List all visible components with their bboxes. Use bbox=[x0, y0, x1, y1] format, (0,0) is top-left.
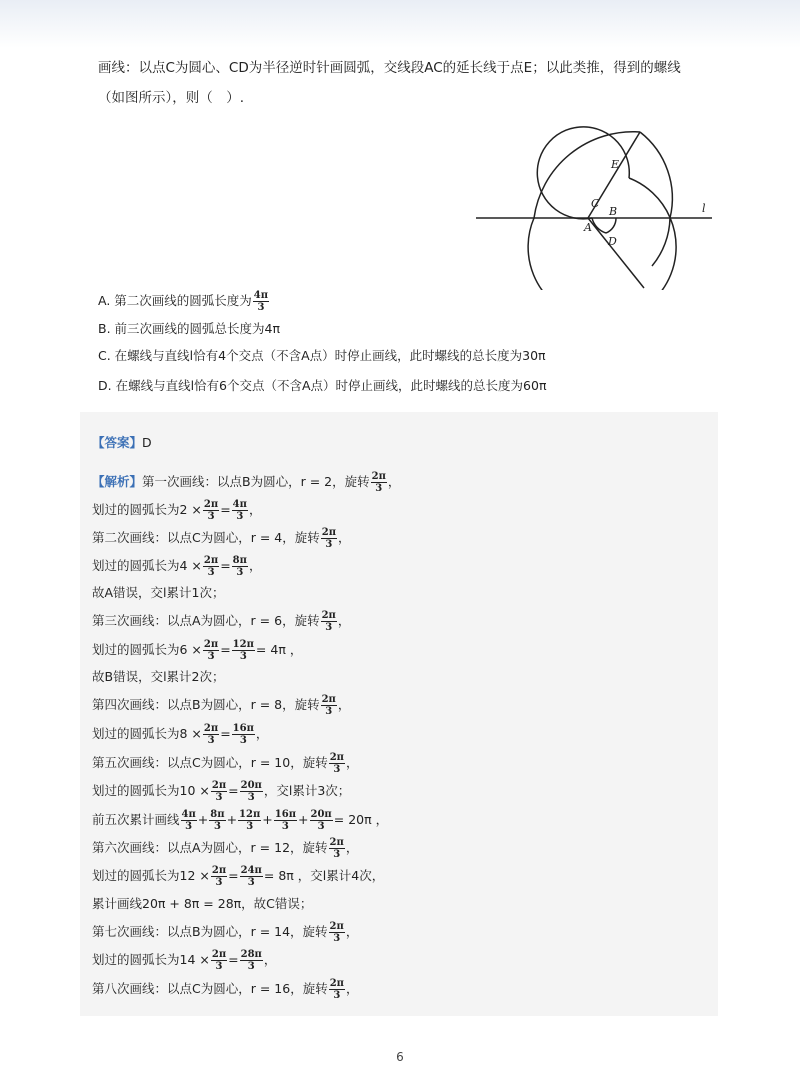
fraction bbox=[203, 499, 219, 522]
fraction-numerator: 2π bbox=[203, 498, 219, 510]
fraction bbox=[232, 723, 255, 746]
label-E: E bbox=[611, 158, 620, 171]
fraction-numerator: 2π bbox=[211, 864, 227, 876]
fraction-numerator: 2π bbox=[211, 948, 227, 960]
fraction-denominator: 3 bbox=[257, 302, 265, 313]
fraction-numerator: 2π bbox=[321, 693, 336, 705]
question-line-1: 画线：以点C为圆心、CD为半径逆时针画圆弧，交线段AC的延长线于点E；以此类推，得到的螺线 bbox=[98, 60, 681, 76]
fraction bbox=[232, 639, 255, 662]
fraction-numerator: 8π bbox=[210, 808, 225, 820]
fraction-numerator: 2π bbox=[211, 779, 227, 791]
line-end: ， bbox=[345, 924, 359, 939]
option-a bbox=[98, 290, 270, 313]
equals-sign: = bbox=[228, 868, 239, 883]
analysis-line-7 bbox=[92, 637, 302, 663]
line-end: = 20π ， bbox=[333, 812, 389, 827]
label-D: D bbox=[608, 235, 617, 248]
fraction-denominator: 3 bbox=[281, 820, 289, 832]
fraction-denominator: 3 bbox=[207, 650, 215, 662]
plus-sign: + bbox=[197, 812, 209, 827]
equals-sign: = bbox=[220, 642, 231, 657]
plus-sign: + bbox=[262, 812, 273, 827]
fraction-numerator: 16π bbox=[274, 808, 297, 820]
fraction-numerator: 2π bbox=[321, 526, 337, 538]
fraction bbox=[181, 809, 197, 832]
line-end: ， bbox=[345, 840, 359, 855]
fraction-denominator: 3 bbox=[317, 820, 325, 832]
fraction bbox=[232, 555, 248, 578]
line-text: 第五次画线：以点C为圆心，r = 10，旋转 bbox=[92, 755, 328, 770]
analysis-line-17 bbox=[92, 919, 358, 945]
fraction-numerator: 24π bbox=[240, 864, 262, 876]
analysis-line-11 bbox=[92, 750, 359, 776]
fraction bbox=[274, 809, 297, 832]
answer-value: D bbox=[142, 435, 152, 450]
equals-sign: = bbox=[220, 502, 231, 517]
line-text: 第四次画线：以点B为圆心，r = 8，旋转 bbox=[92, 697, 320, 712]
fraction-numerator: 2π bbox=[203, 722, 219, 734]
line-text: 划过的圆弧长为6 × bbox=[92, 642, 202, 657]
fraction-denominator: 3 bbox=[239, 650, 247, 662]
line-end: = 8π ，交l累计4次， bbox=[263, 868, 385, 883]
fraction bbox=[321, 694, 337, 717]
fraction-denominator: 3 bbox=[247, 960, 255, 972]
fraction bbox=[203, 555, 219, 578]
line-end: ， bbox=[248, 502, 262, 517]
analysis-line-6 bbox=[92, 608, 350, 634]
fraction-numerator: 2π bbox=[203, 554, 219, 566]
analysis-line-12 bbox=[92, 778, 350, 804]
fraction-denominator: 3 bbox=[333, 932, 341, 944]
fraction-denominator: 3 bbox=[325, 538, 333, 550]
analysis-line-3 bbox=[92, 525, 351, 551]
fraction-numerator: 12π bbox=[232, 638, 254, 650]
fraction-denominator: 3 bbox=[215, 876, 223, 888]
fraction-denominator: 3 bbox=[207, 734, 215, 746]
line-end: ，交l累计3次； bbox=[263, 783, 351, 798]
page-number: 6 bbox=[396, 1050, 404, 1064]
analysis-line-16: 累计画线20π + 8π = 28π，故C错误； bbox=[92, 896, 313, 911]
fraction-denominator: 3 bbox=[213, 820, 221, 832]
analysis-line-13 bbox=[92, 807, 388, 833]
fraction bbox=[321, 610, 337, 633]
fraction bbox=[203, 639, 219, 662]
line-text: 第二次画线：以点C为圆心，r = 4，旋转 bbox=[92, 530, 320, 545]
fraction-denominator: 3 bbox=[236, 510, 244, 522]
fraction bbox=[203, 723, 219, 746]
option-a-text: A. 第二次画线的圆弧长度为 bbox=[98, 293, 252, 308]
line-end: ， bbox=[255, 726, 269, 741]
line-end: ， bbox=[263, 952, 277, 967]
fraction bbox=[329, 978, 345, 1001]
fraction-numerator: 8π bbox=[232, 554, 247, 566]
fraction-numerator: 2π bbox=[329, 751, 344, 763]
fraction-denominator: 3 bbox=[215, 960, 223, 972]
fraction-denominator: 3 bbox=[333, 989, 341, 1001]
fraction-numerator: 2π bbox=[321, 609, 336, 621]
fraction-numerator: 2π bbox=[329, 977, 344, 989]
label-B: B bbox=[609, 205, 618, 218]
fraction-denominator: 3 bbox=[239, 734, 247, 746]
fraction-denominator: 3 bbox=[333, 848, 341, 860]
fraction-numerator: 4π bbox=[181, 808, 196, 820]
fraction-numerator: 2π bbox=[329, 920, 344, 932]
fraction bbox=[329, 837, 345, 860]
analysis-line-15 bbox=[92, 863, 384, 889]
spiral-figure bbox=[0, 0, 800, 290]
line-text: 第六次画线：以点A为圆心，r = 12，旋转 bbox=[92, 840, 328, 855]
analysis-line-19 bbox=[92, 976, 359, 1002]
analysis-line-18 bbox=[92, 947, 276, 973]
equals-sign: = bbox=[220, 726, 231, 741]
line-end: ， bbox=[337, 697, 351, 712]
fraction bbox=[329, 752, 345, 775]
option-d: D. 在螺线与直线l恰有6个交点（不含A点）时停止画线，此时螺线的总长度为60π bbox=[98, 378, 547, 393]
fraction-denominator: 3 bbox=[215, 791, 223, 803]
fraction bbox=[329, 921, 345, 944]
fraction-numerator: 28π bbox=[240, 948, 262, 960]
analysis-line-9 bbox=[92, 692, 350, 718]
analysis-tag: 【解析】 bbox=[92, 474, 143, 489]
analysis-line-1 bbox=[92, 469, 400, 495]
line-text: 划过的圆弧长为4 × bbox=[92, 558, 202, 573]
answer-tag: 【答案】 bbox=[92, 435, 143, 450]
analysis-line-8: 故B错误，交l累计2次； bbox=[92, 669, 225, 684]
fraction-numerator: 4π bbox=[232, 498, 247, 510]
line-text: 划过的圆弧长为12 × bbox=[92, 868, 210, 883]
fraction bbox=[240, 949, 263, 972]
fraction bbox=[371, 471, 387, 494]
fraction bbox=[209, 809, 225, 832]
line-end: = 4π ， bbox=[255, 642, 303, 657]
analysis-line-4 bbox=[92, 553, 261, 579]
plus-sign: + bbox=[226, 812, 238, 827]
fraction-denominator: 3 bbox=[333, 763, 341, 775]
line-text: 第七次画线：以点B为圆心，r = 14，旋转 bbox=[92, 924, 328, 939]
line-end: ， bbox=[248, 558, 262, 573]
analysis-line-5: 故A错误，交l累计1次； bbox=[92, 585, 225, 600]
line-text: 前五次累计画线 bbox=[92, 812, 180, 827]
fraction-numerator: 2π bbox=[329, 836, 344, 848]
fraction-denominator: 3 bbox=[325, 621, 333, 633]
answer-line bbox=[92, 430, 152, 456]
line-end: ， bbox=[345, 755, 359, 770]
fraction-denominator: 3 bbox=[185, 820, 193, 832]
fraction-numerator: 20π bbox=[240, 779, 262, 791]
fraction bbox=[238, 809, 261, 832]
fraction-numerator: 12π bbox=[239, 808, 261, 820]
line-end: ， bbox=[345, 981, 359, 996]
line-text: 划过的圆弧长为14 × bbox=[92, 952, 210, 967]
fraction-denominator: 3 bbox=[247, 791, 255, 803]
fraction-denominator: 3 bbox=[207, 510, 215, 522]
fraction bbox=[211, 780, 227, 803]
fraction bbox=[240, 865, 263, 888]
fraction-denominator: 3 bbox=[325, 705, 333, 717]
line-text: 划过的圆弧长为10 × bbox=[92, 783, 210, 798]
fraction-denominator: 3 bbox=[375, 482, 383, 494]
line-end: ， bbox=[337, 613, 351, 628]
line-end: ， bbox=[338, 530, 351, 545]
label-l: l bbox=[702, 202, 706, 215]
line-text: 第八次画线：以点C为圆心，r = 16，旋转 bbox=[92, 981, 328, 996]
fraction bbox=[321, 527, 337, 550]
equals-sign: = bbox=[228, 783, 239, 798]
fraction bbox=[211, 865, 227, 888]
fraction bbox=[240, 780, 263, 803]
fraction-numerator: 2π bbox=[203, 638, 219, 650]
fraction bbox=[211, 949, 227, 972]
fraction-denominator: 3 bbox=[246, 820, 254, 832]
fraction-numerator: 2π bbox=[371, 470, 386, 482]
equals-sign: = bbox=[220, 558, 231, 573]
line-text: 划过的圆弧长为8 × bbox=[92, 726, 202, 741]
equals-sign: = bbox=[228, 952, 239, 967]
plus-sign: + bbox=[298, 812, 309, 827]
option-b: B. 前三次画线的圆弧总长度为4π bbox=[98, 321, 281, 336]
fraction-denominator: 3 bbox=[247, 876, 255, 888]
fraction bbox=[310, 809, 333, 832]
fraction-numerator: 16π bbox=[232, 722, 254, 734]
fraction-denominator: 3 bbox=[236, 566, 244, 578]
analysis-line-14 bbox=[92, 835, 358, 861]
analysis-line-2 bbox=[92, 497, 261, 523]
fraction-numerator: 4π bbox=[253, 290, 269, 301]
question-line-2: （如图所示），则（ ）. bbox=[98, 90, 245, 106]
analysis-line-10 bbox=[92, 721, 268, 747]
line-text: 划过的圆弧长为2 × bbox=[92, 502, 202, 517]
fraction-numerator: 20π bbox=[310, 808, 332, 820]
label-A: A bbox=[584, 221, 592, 234]
line-text: 第一次画线：以点B为圆心，r = 2，旋转 bbox=[142, 474, 370, 489]
fraction bbox=[232, 499, 248, 522]
line-end: ， bbox=[387, 474, 401, 489]
fraction-denominator: 3 bbox=[207, 566, 215, 578]
label-C: C bbox=[591, 197, 600, 210]
line-text: 第三次画线：以点A为圆心，r = 6，旋转 bbox=[92, 613, 320, 628]
option-c: C. 在螺线与直线l恰有4个交点（不含A点）时停止画线，此时螺线的总长度为30π bbox=[98, 348, 546, 363]
option-a-fraction bbox=[253, 290, 269, 313]
